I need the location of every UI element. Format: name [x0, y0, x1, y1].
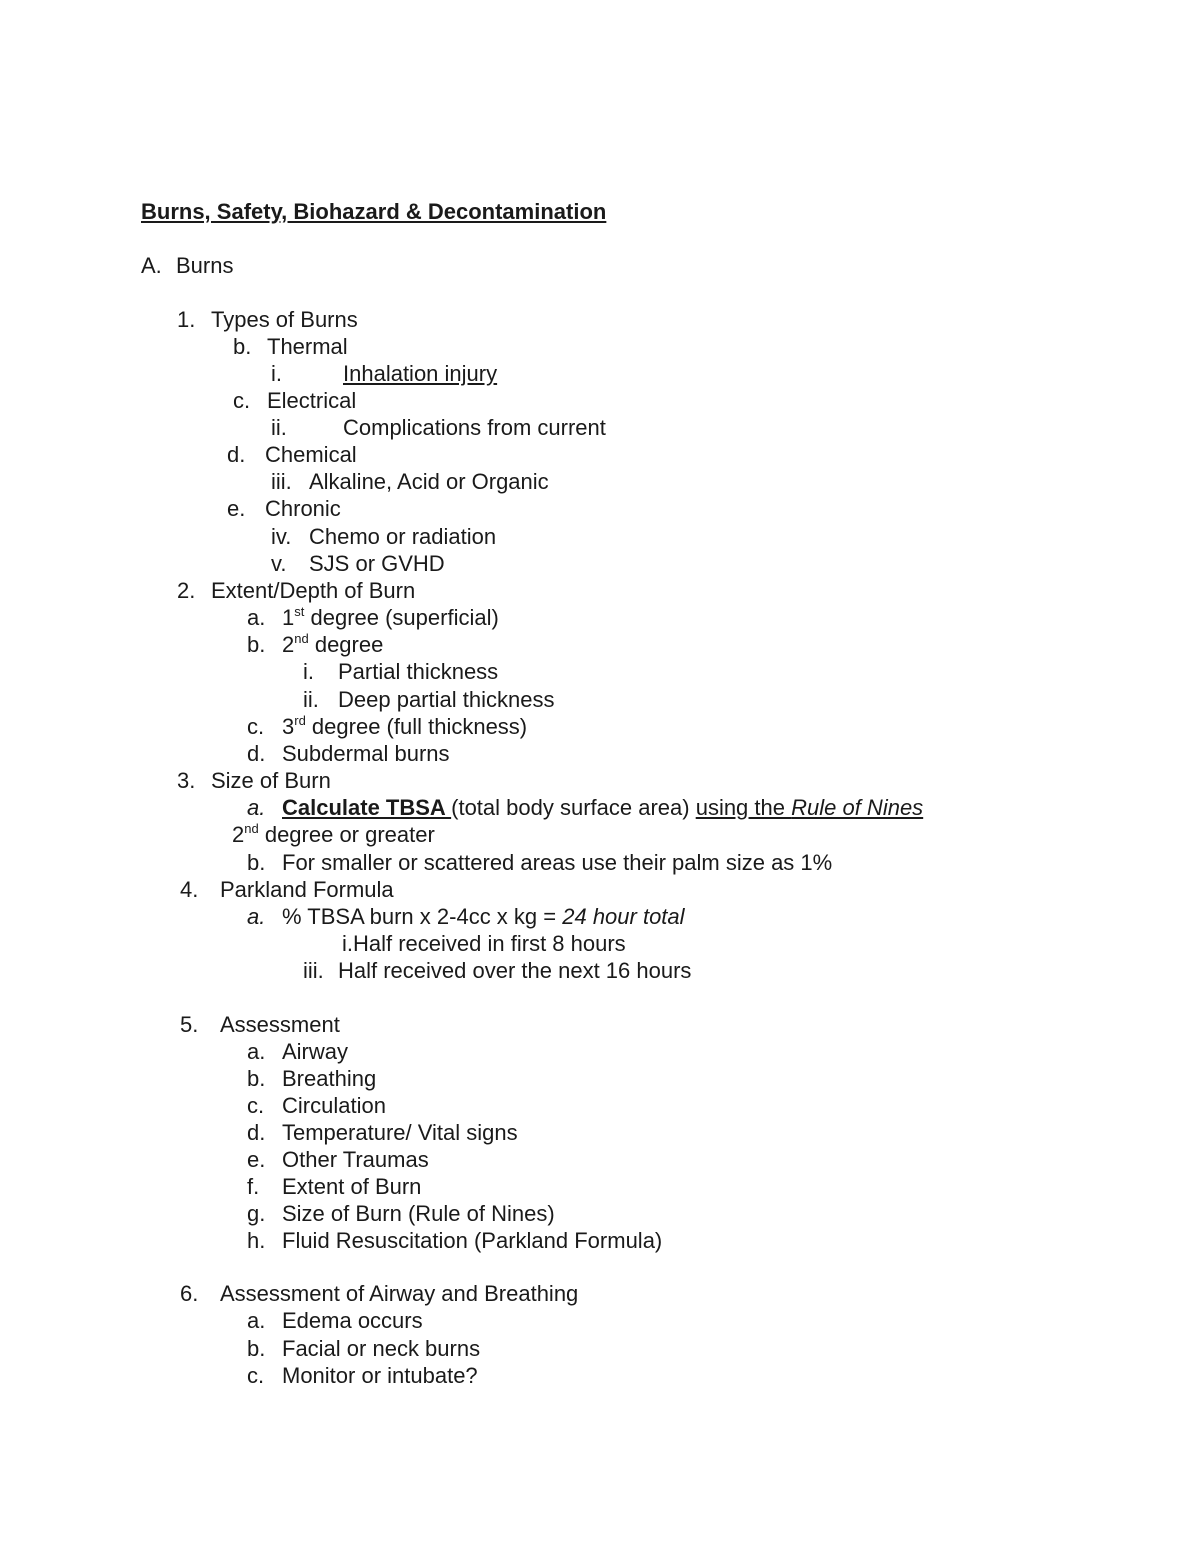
list-marker: b.	[247, 850, 266, 875]
list-marker: d.	[227, 442, 246, 467]
list-label: Alkaline, Acid or Organic	[309, 469, 549, 494]
list-label: Facial or neck burns	[282, 1336, 481, 1361]
list-label: Parkland Formula	[220, 877, 394, 902]
list-marker: 3.	[177, 768, 196, 793]
list-label: Circulation	[282, 1093, 386, 1118]
item-tbsa-continuation: 2nd degree or greater	[232, 821, 435, 847]
list-marker: iii.	[271, 469, 292, 494]
list-marker: c.	[247, 714, 265, 739]
list-label: 2nd degree	[282, 631, 384, 657]
list-marker: iii.	[303, 958, 324, 983]
list-marker: a.	[247, 904, 266, 929]
list-marker: a.	[247, 605, 266, 630]
list-label: Electrical	[267, 388, 357, 413]
list-marker: a.	[247, 1039, 266, 1064]
list-marker: i.	[303, 659, 314, 684]
list-label: Extent/Depth of Burn	[211, 578, 416, 603]
list-label: Breathing	[282, 1066, 377, 1091]
list-marker: g.	[247, 1201, 266, 1226]
list-marker: b.	[247, 1066, 266, 1091]
list-label: Other Traumas	[282, 1147, 429, 1172]
list-marker: 4.	[180, 877, 199, 902]
list-label: Extent of Burn	[282, 1174, 422, 1199]
list-marker: ii.	[303, 687, 319, 712]
list-marker: 1.	[177, 307, 196, 332]
list-label: Fluid Resuscitation (Parkland Formula)	[282, 1228, 663, 1253]
list-marker: v.	[271, 551, 287, 576]
list-label: Deep partial thickness	[338, 687, 555, 712]
list-marker: a.	[247, 795, 266, 820]
list-marker: 2.	[177, 578, 196, 603]
list-label: Subdermal burns	[282, 741, 450, 766]
list-marker: h.	[247, 1228, 266, 1253]
section-a-label: Burns	[176, 253, 234, 278]
list-label: Edema occurs	[282, 1308, 423, 1333]
list-label: Inhalation injury	[343, 361, 498, 386]
list-label: Thermal	[267, 334, 348, 359]
list-label: Size of Burn (Rule of Nines)	[282, 1201, 555, 1226]
list-label: Half received over the next 16 hours	[338, 958, 692, 983]
page-title: Burns, Safety, Biohazard & Decontamination	[141, 199, 607, 224]
list-marker: f.	[247, 1174, 260, 1199]
list-marker: i.	[271, 361, 282, 386]
list-marker: 5.	[180, 1012, 199, 1037]
list-label: Monitor or intubate?	[282, 1363, 478, 1388]
list-label: Partial thickness	[338, 659, 499, 684]
list-label: Airway	[282, 1039, 349, 1064]
list-label: 1st degree (superficial)	[282, 604, 499, 630]
list-label: Complications from current	[343, 415, 606, 440]
list-label: Assessment of Airway and Breathing	[220, 1281, 579, 1306]
list-marker: A.	[141, 253, 162, 278]
list-marker: d.	[247, 741, 266, 766]
list-marker: ii.	[271, 415, 287, 440]
list-label: % TBSA burn x 2-4cc x kg = 24 hour total	[282, 904, 685, 929]
list-marker: e.	[227, 496, 246, 521]
list-label: Temperature/ Vital signs	[282, 1120, 518, 1145]
list-marker: e.	[247, 1147, 266, 1172]
list-label: Size of Burn	[211, 768, 331, 793]
list-label: Chemical	[265, 442, 357, 467]
list-label: Chemo or radiation	[309, 524, 497, 549]
list-marker: c.	[247, 1363, 265, 1388]
list-marker: a.	[247, 1308, 266, 1333]
list-marker: 6.	[180, 1281, 199, 1306]
list-label: Chronic	[265, 496, 341, 521]
list-marker: b.	[233, 334, 252, 359]
list-marker: c.	[233, 388, 251, 413]
list-label: Calculate TBSA (total body surface area) using the Rule of Nines	[282, 795, 924, 820]
list-label: Assessment	[220, 1012, 340, 1037]
list-marker: c.	[247, 1093, 265, 1118]
list-marker: b.	[247, 1336, 266, 1361]
list-marker: b.	[247, 632, 266, 657]
list-label: SJS or GVHD	[309, 551, 445, 576]
item-first-8-hours: i.Half received in first 8 hours	[342, 931, 626, 956]
list-label: Types of Burns	[211, 307, 358, 332]
list-marker: iv.	[271, 524, 292, 549]
list-label: For smaller or scattered areas use their palm size as 1%	[282, 850, 833, 875]
list-marker: d.	[247, 1120, 266, 1145]
list-label: 3rd degree (full thickness)	[282, 713, 528, 739]
